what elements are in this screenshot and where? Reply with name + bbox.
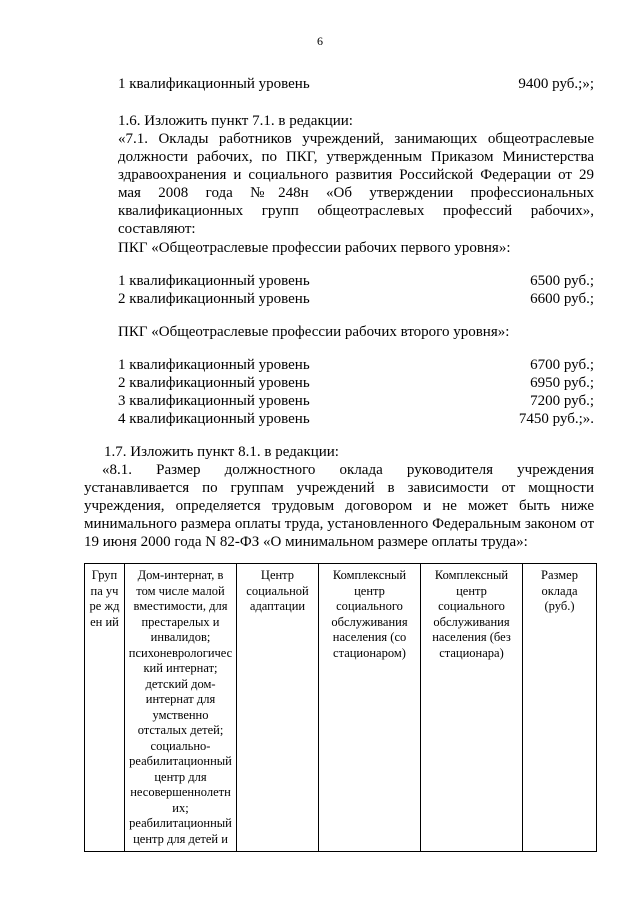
- section-1-6-heading: 1.6. Изложить пункт 7.1. в редакции:: [118, 113, 353, 129]
- pkg2-level-2-label: 2 квалификационный уровень: [118, 375, 310, 391]
- section-7-1-text: «7.1. Оклады работников учреждений, занимающих общеотраслевые должности рабочих, по ПКГ, утвержденным Приказом Министерства здравоохранения и социального развития Российской Федерации от 29 мая 2008 года №248н «Об утверждении профессиональных квалификационных групп общеотраслевых профессий рабочих», составляют:: [118, 131, 594, 237]
- section-1-7-heading: 1.7. Изложить пункт 8.1. в редакции:: [104, 444, 339, 460]
- table-header-cell: Комплексный центр социального обслуживания населения (со стационаром): [319, 564, 421, 852]
- table-header-cell: Размер оклада (руб.): [523, 564, 597, 852]
- pkg2-level-3-label: 3 квалификационный уровень: [118, 393, 310, 409]
- pkg2-level-3-value: 7200 руб.;: [530, 393, 594, 409]
- table-header-cell: Груп па учре жден ий: [85, 564, 125, 852]
- pkg1-level-2-label: 2 квалификационный уровень: [118, 291, 310, 307]
- pkg2-title: ПКГ «Общеотраслевые профессии рабочих второго уровня»:: [118, 324, 510, 340]
- table-header-row: [85, 564, 597, 852]
- qual-level-value: 9400 руб.;»;: [518, 76, 594, 92]
- pkg1-title: ПКГ «Общеотраслевые профессии рабочих первого уровня»:: [118, 240, 511, 256]
- pkg1-level-1-label: 1 квалификационный уровень: [118, 273, 310, 289]
- table-header-cell: Центр социальной адаптации: [237, 564, 319, 852]
- qual-level-label: 1 квалификационный уровень: [118, 76, 310, 92]
- pkg1-level-1-value: 6500 руб.;: [530, 273, 594, 289]
- pkg2-level-2-value: 6950 руб.;: [530, 375, 594, 391]
- section-7-1-paragraph: [118, 130, 594, 238]
- table-header-cell: Комплексный центр социального обслуживания населения (без стационара): [421, 564, 523, 852]
- pkg2-level-4-label: 4 квалификационный уровень: [118, 411, 310, 427]
- page-number: 6: [317, 34, 323, 48]
- table-header-cell: Дом-интернат, в том числе малой вместимости, для престарелых и инвалидов; психоневрологический интернат; детский дом-интернат для умственно отсталых детей; социально-реабилитационный центр для несовершеннолетних; реабилитационный центр для детей и: [125, 564, 237, 852]
- salary-groups-table: [84, 563, 597, 852]
- section-8-1-paragraph: [84, 461, 594, 551]
- pkg2-level-4-value: 7450 руб.;».: [518, 411, 594, 427]
- pkg1-level-2-value: 6600 руб.;: [530, 291, 594, 307]
- section-8-1-text: «8.1. Размер должностного оклада руководителя учреждения устанавливается по группам учреждений в зависимости от мощности учреждения, определяется трудовым договором и не может быть ниже минимального размера оплаты труда, установленного Федеральным законом от 19 июня 2000 года N 82-ФЗ «О минимальном размере оплаты труда»:: [84, 462, 594, 550]
- pkg2-level-1-value: 6700 руб.;: [530, 357, 594, 373]
- pkg2-level-1-label: 1 квалификационный уровень: [118, 357, 310, 373]
